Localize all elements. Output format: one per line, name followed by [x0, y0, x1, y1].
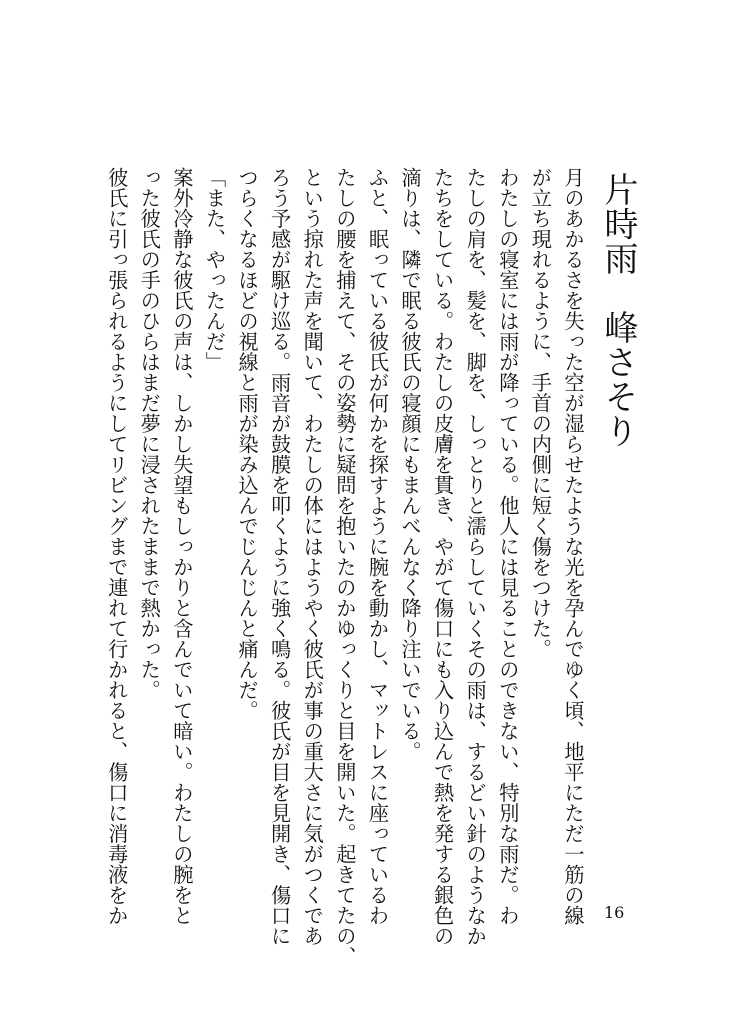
- text-line: った彼氏の手のひらはまだ夢に浸されたままで熱かった。: [137, 167, 162, 700]
- text-line: という掠れた声を聞いて、わたしの体にはようやく彼氏が事の重大さに気がつくであ: [300, 167, 325, 946]
- text-line: 彼氏に引っ張られるようにしてリビングまで連れて行かれると、傷口に消毒液をか: [104, 167, 129, 926]
- text-line: つらくなるほどの視線と雨が染み込んでじんじんと痛んだ。: [235, 167, 260, 721]
- text-line: ふと、眠っている彼氏が何かを探すように腕を動かし、マットレスに座っているわ: [365, 167, 390, 926]
- text-line: が立ち現れるように、手首の内側に短く傷をつけた。: [528, 167, 553, 659]
- text-line: ろう予感が駆け巡る。雨音が鼓膜を叩くように強く鳴る。彼氏が目を見開き、傷口に: [267, 167, 292, 946]
- page-number: 16: [604, 903, 625, 922]
- text-line: たしの腰を捕えて、その姿勢に疑問を抱いたのかゆっくりと目を開いた。起きてたの、: [332, 167, 357, 967]
- text-line: 「また、やったんだ」: [202, 167, 227, 372]
- text-line: 滴りは、隣で眠る彼氏の寝顔にもまんべんなく降り注いでいる。: [398, 167, 423, 762]
- text-line: 月のあかるさを失った空が湿らせたような光を孕んでゆく頃、地平にただ一筋の線: [561, 167, 585, 926]
- text-line: たちをしている。わたしの皮膚を貫き、やがて傷口にも入り込んで熱を発する銀色の: [430, 167, 455, 946]
- body-text: [104, 167, 589, 967]
- story-title: 片時雨 峰さそり: [598, 172, 638, 448]
- text-line: たしの肩を、髪を、脚を、しっとりと濡らしていくその雨は、するどい針のようなか: [463, 167, 488, 946]
- text-line: わたしの寝室には雨が降っている。他人には見ることのできない、特別な雨だ。わ: [495, 167, 520, 926]
- text-line: 案外冷静な彼氏の声は、しかし失望もしっかりと含んでいて暗い。わたしの腕をと: [169, 167, 194, 926]
